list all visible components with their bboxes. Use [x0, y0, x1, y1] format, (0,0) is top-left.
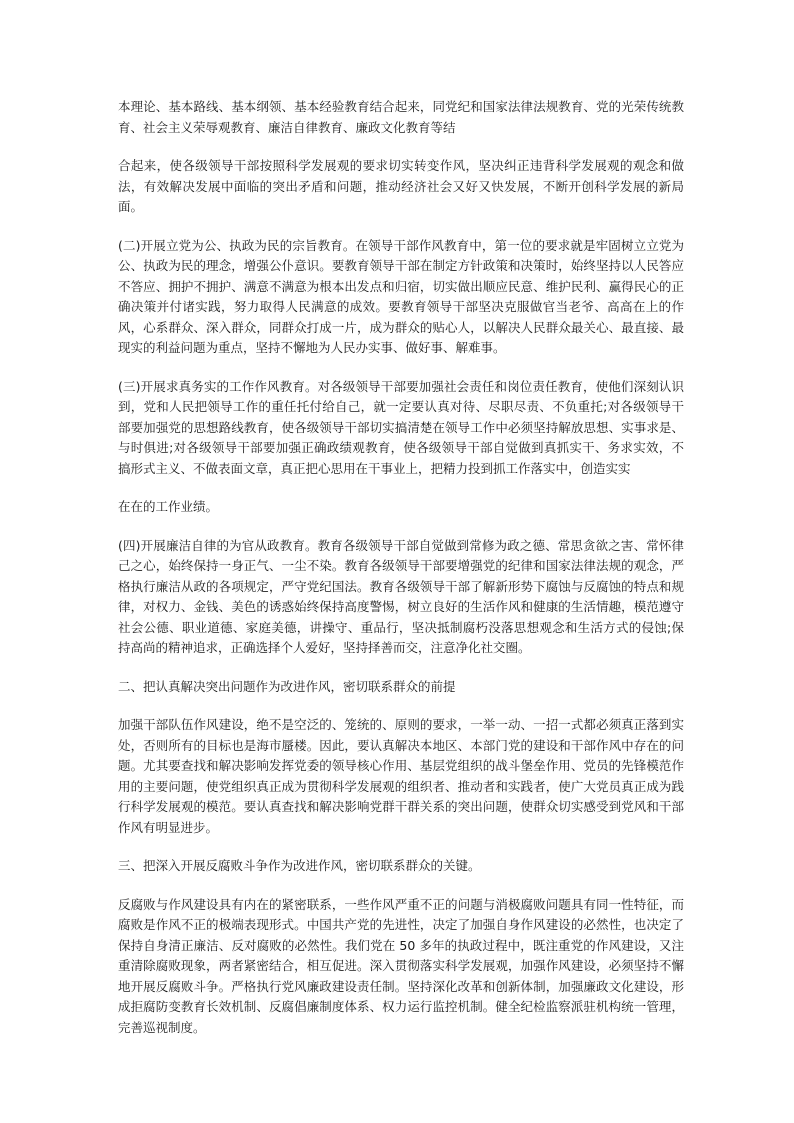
paragraph-6: (四)开展廉洁自律的为官从政教育。教育各级领导干部自觉做到常修为政之德、常思贪欲之害、常怀律己之心，始终保持一身正气、一尘不染。教育各级领导干部要增强党的纪律和国家法律法规的观念，严格执行廉洁从政的各项规定，严守党纪国法。教育各级领导干部了解新形势下腐蚀与反腐蚀的特点和规律，对权力、金钱、美色的诱惑始终保持高度警惕，树立良好的生活作风和健康的生活情趣，模范遵守社会公德、职业道德、家庭美德，讲操守、重品行，坚决抵制腐朽没落思想观念和生活方式的侵蚀;保持高尚的精神追求，正确选择个人爱好，坚持择善而交，注意净化社交圈。 [118, 537, 684, 655]
paragraph-1: 本理论、基本路线、基本纲领、基本经验教育结合起来，同党纪和国家法律法规教育、党的光荣传统教育、社会主义荣辱观教育、廉洁自律教育、廉政文化教育等结 [118, 99, 684, 135]
section-heading-3: 三、把深入开展反腐败斗争作为改进作风，密切联系群众的关键。 [118, 858, 481, 873]
paragraph-3: (二)开展立党为公、执政为民的宗旨教育。在领导干部作风教育中，第一位的要求就是牢固树立立党为公、执政为民的理念，增强公仆意识。要教育领导干部在制定方针政策和决策时，始终坚持以人民答应不答应、拥护不拥护、满意不满意为根本出发点和归宿，切实做出顺应民意、维护民利、赢得民心的正确决策并付诸实践，努力取得人民满意的成效。要教育领导干部坚决克服做官当老爷、高高在上的作风，心系群众、深入群众，同群众打成一片，成为群众的贴心人，以解决人民群众最关心、最直接、最现实的利益问题为重点，坚持不懈地为人民办实事、做好事、解难事。 [118, 237, 684, 355]
document-body [118, 97, 684, 1056]
paragraph-5: 在在的工作业绩。 [118, 499, 219, 514]
paragraph-4: (三)开展求真务实的工作作风教育。对各级领导干部要加强社会责任和岗位责任教育，使他们深刻认识到，党和人民把领导工作的重任托付给自己，就一定要认真对待、尽职尽责、不负重托;对各级领导干部要加强党的思想路线教育，使各级领导干部切实搞清楚在领导工作中必须坚持解放思想、实事求是、与时俱进;对各级领导干部要加强正确政绩观教育，使各级领导干部自觉做到真抓实干、务求实效，不搞形式主义、不做表面文章，真正把心思用在干事业上，把精力投到抓工作落实中，创造实实 [118, 378, 684, 476]
section-heading-2: 二、把认真解决突出问题作为改进作风，密切联系群众的前提 [118, 678, 456, 694]
paragraph-10: 反腐败与作风建设具有内在的紧密联系，一些作风严重不正的问题与消极腐败问题具有同一性特征，而腐败是作风不正的极端表现形式。中国共产党的先进性，决定了加强自身作风建设的必然性，也决定了保持自身清正廉洁、反对腐败的必然性。我们党在 50 多年的执政过程中，既注重党的作风建设，又注重清除腐败现象，两者紧密结合，相互促进。深入贯彻落实科学发展观，加强作风建设，必须坚持不懈地开展反腐败斗争。严格执行党风廉政建设责任制。坚持深化改革和创新体制，加强廉政文化建设，形成拒腐防变教育长效机制、反腐倡廉制度体系、权力运行监控机制。健全纪检监察派驻机构统一管理，完善巡视制度。 [118, 896, 684, 1035]
paragraph-2: 合起来，使各级领导干部按照科学发展观的要求切实转变作风，坚决纠正违背科学发展观的观念和做法，有效解决发展中面临的突出矛盾和问题，推动经济社会又好又快发展，不断开创科学发展的新局面。 [118, 158, 684, 214]
paragraph-8: 加强干部队伍作风建设，绝不是空泛的、笼统的、原则的要求，一举一动、一招一式都必须真正落到实处，否则所有的目标也是海市蜃楼。因此，要认真解决本地区、本部门党的建设和干部作风中存在的问题。尤其要查找和解决影响发挥党委的领导核心作用、基层党组织的战斗堡垒作用、党员的先锋模范作用的主要问题，使党组织真正成为贯彻科学发展观的组织者、推动者和实践者，使广大党员真正成为践行科学发展观的模范。要认真查找和解决影响党群干群关系的突出问题，使群众切实感受到党风和干部作风有明显进步。 [118, 717, 684, 835]
